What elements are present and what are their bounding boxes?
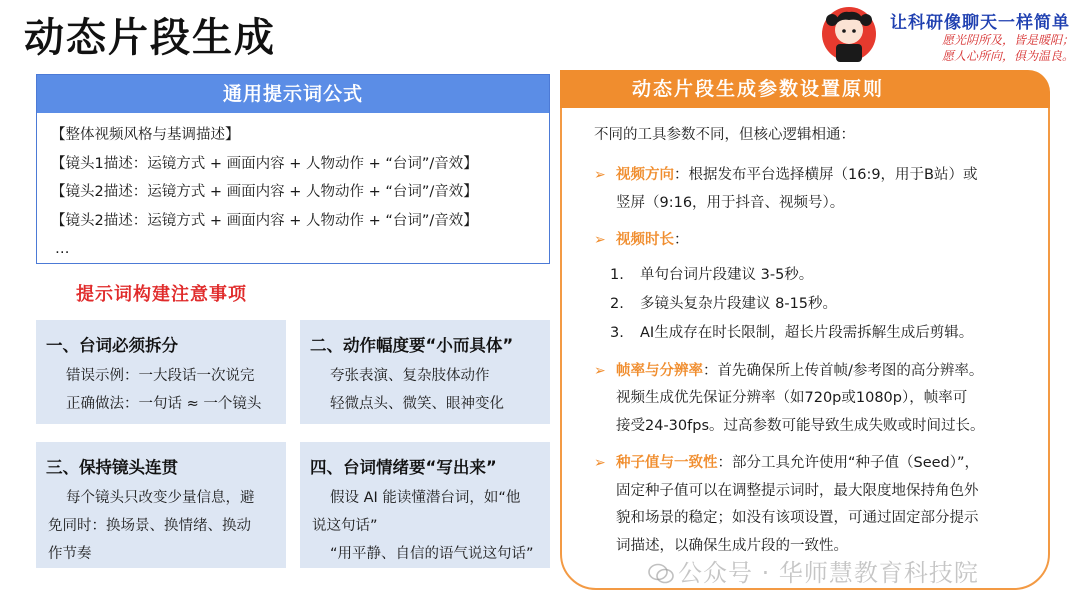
item-text: AI生成存在时长限制，超长片段需拆解生成后剪辑。: [640, 324, 974, 341]
principle-text: 竖屏（9:16，用于抖音、视频号）。: [616, 194, 845, 211]
item-number: 2.: [610, 295, 624, 312]
principle-text: ：: [674, 232, 689, 248]
principle-framerate-resolution: [594, 358, 1034, 441]
formula-header: 通用提示词公式: [37, 75, 549, 113]
logo-line-2: 愿人心所向，俱为温良。: [942, 49, 1075, 63]
principle-seed-consistency: [594, 450, 1034, 560]
logo-line-1: 愿光阴所及，皆是暖阳；: [942, 33, 1075, 47]
note-card-title: 一、台词必须拆分: [46, 336, 178, 355]
note-card-line: 错误示例：一大段话一次说完: [66, 368, 255, 384]
note-card-line: 免同时：换场景、换情绪、换动: [48, 518, 251, 534]
arrow-bullet-icon: ➢: [594, 455, 606, 471]
note-card-line: 夸张表演、复杂肢体动作: [330, 368, 490, 384]
note-card-line: “用平静、自信的语气说这句话”: [330, 546, 534, 562]
arrow-bullet-icon: ➢: [594, 167, 606, 183]
item-number: 1.: [610, 266, 624, 283]
principles-panel: [560, 70, 1050, 590]
principle-name: 种子值与一致性: [616, 455, 718, 471]
principle-text: 固定种子值可以在调整提示词时，最大限度地保持角色外: [616, 482, 979, 499]
principles-body: [594, 122, 1034, 570]
item-text: 多镜头复杂片段建议 8-15秒。: [640, 295, 838, 312]
notes-title: 提示词构建注意事项: [76, 284, 247, 305]
item-text: 单句台词片段建议 3-5秒。: [640, 266, 814, 283]
formula-box: [36, 74, 550, 264]
note-card-line: 假设 AI 能读懂潜台词，如“他: [330, 490, 521, 506]
principle-text: 貌和场景的稳定；如没有该项设置，可通过固定部分提示: [616, 510, 979, 526]
principles-intro: 不同的工具参数不同，但核心逻辑相通：: [594, 127, 855, 143]
principle-video-duration: [594, 227, 1034, 255]
principle-text: 词描述，以确保生成片段的一致性。: [616, 537, 848, 554]
formula-line: 【整体视频风格与基调描述】: [51, 127, 240, 143]
item-number: 3.: [610, 324, 624, 341]
note-card-line: 正确做法：一句话 ≈ 一个镜头: [66, 396, 262, 412]
duration-item: [594, 290, 1034, 319]
duration-item: [594, 319, 1034, 348]
watermark: [648, 553, 979, 588]
cartoon-mascot-icon: [818, 4, 880, 66]
wechat-icon: [648, 563, 674, 585]
note-card-line: 说这句话”: [312, 518, 378, 534]
principle-name: 视频时长: [616, 232, 674, 248]
principle-text: ：首先确保所上传首帧/参考图的高分辨率。: [703, 362, 984, 379]
page-title: 动态片段生成: [24, 15, 276, 61]
logo-slogan: 让科研像聊天一样简单: [890, 13, 1070, 33]
principles-header: 动态片段生成参数设置原则: [560, 70, 1050, 108]
note-card-3: [36, 442, 286, 568]
formula-line: 【镜头2描述：运镜方式 + 画面内容 + 人物动作 + “台词”/音效】: [51, 212, 478, 229]
principle-text: ：部分工具允许使用“种子值（Seed）”，: [717, 455, 980, 471]
arrow-bullet-icon: ➢: [594, 232, 606, 248]
principle-name: 视频方向: [616, 167, 674, 183]
note-card-2: [300, 320, 550, 424]
formula-line: 【镜头2描述：运镜方式 + 画面内容 + 人物动作 + “台词”/音效】: [51, 184, 478, 200]
logo: [818, 4, 1078, 68]
arrow-bullet-icon: ➢: [594, 362, 606, 379]
note-card-title: 三、保持镜头连贯: [46, 458, 178, 477]
note-card-1: [36, 320, 286, 424]
principle-name: 帧率与分辨率: [616, 362, 703, 379]
duration-item: [594, 261, 1034, 290]
principle-text: 视频生成优先保证分辨率（如720p或1080p），帧率可: [616, 390, 968, 406]
principle-text: ：根据发布平台选择横屏（16:9，用于B站）或: [674, 167, 978, 183]
note-card-4: [300, 442, 550, 568]
principle-video-direction: [594, 162, 1034, 217]
note-card-line: 作节奏: [48, 546, 92, 562]
watermark-text: 公众号 · 华师慧教育科技院: [678, 559, 979, 587]
formula-line-ellipsis: …: [55, 241, 70, 257]
formula-line: 【镜头1描述：运镜方式 + 画面内容 + 人物动作 + “台词”/音效】: [51, 155, 478, 172]
note-card-line: 每个镜头只改变少量信息，避: [66, 490, 255, 506]
formula-lines: [37, 113, 549, 264]
note-card-title: 四、台词情绪要“写出来”: [310, 458, 497, 477]
note-card-title: 二、动作幅度要“小而具体”: [310, 336, 514, 355]
principle-text: 接受24-30fps。过高参数可能导致生成失败或时间过长。: [616, 417, 985, 434]
note-card-line: 轻微点头、微笑、眼神变化: [330, 396, 504, 412]
